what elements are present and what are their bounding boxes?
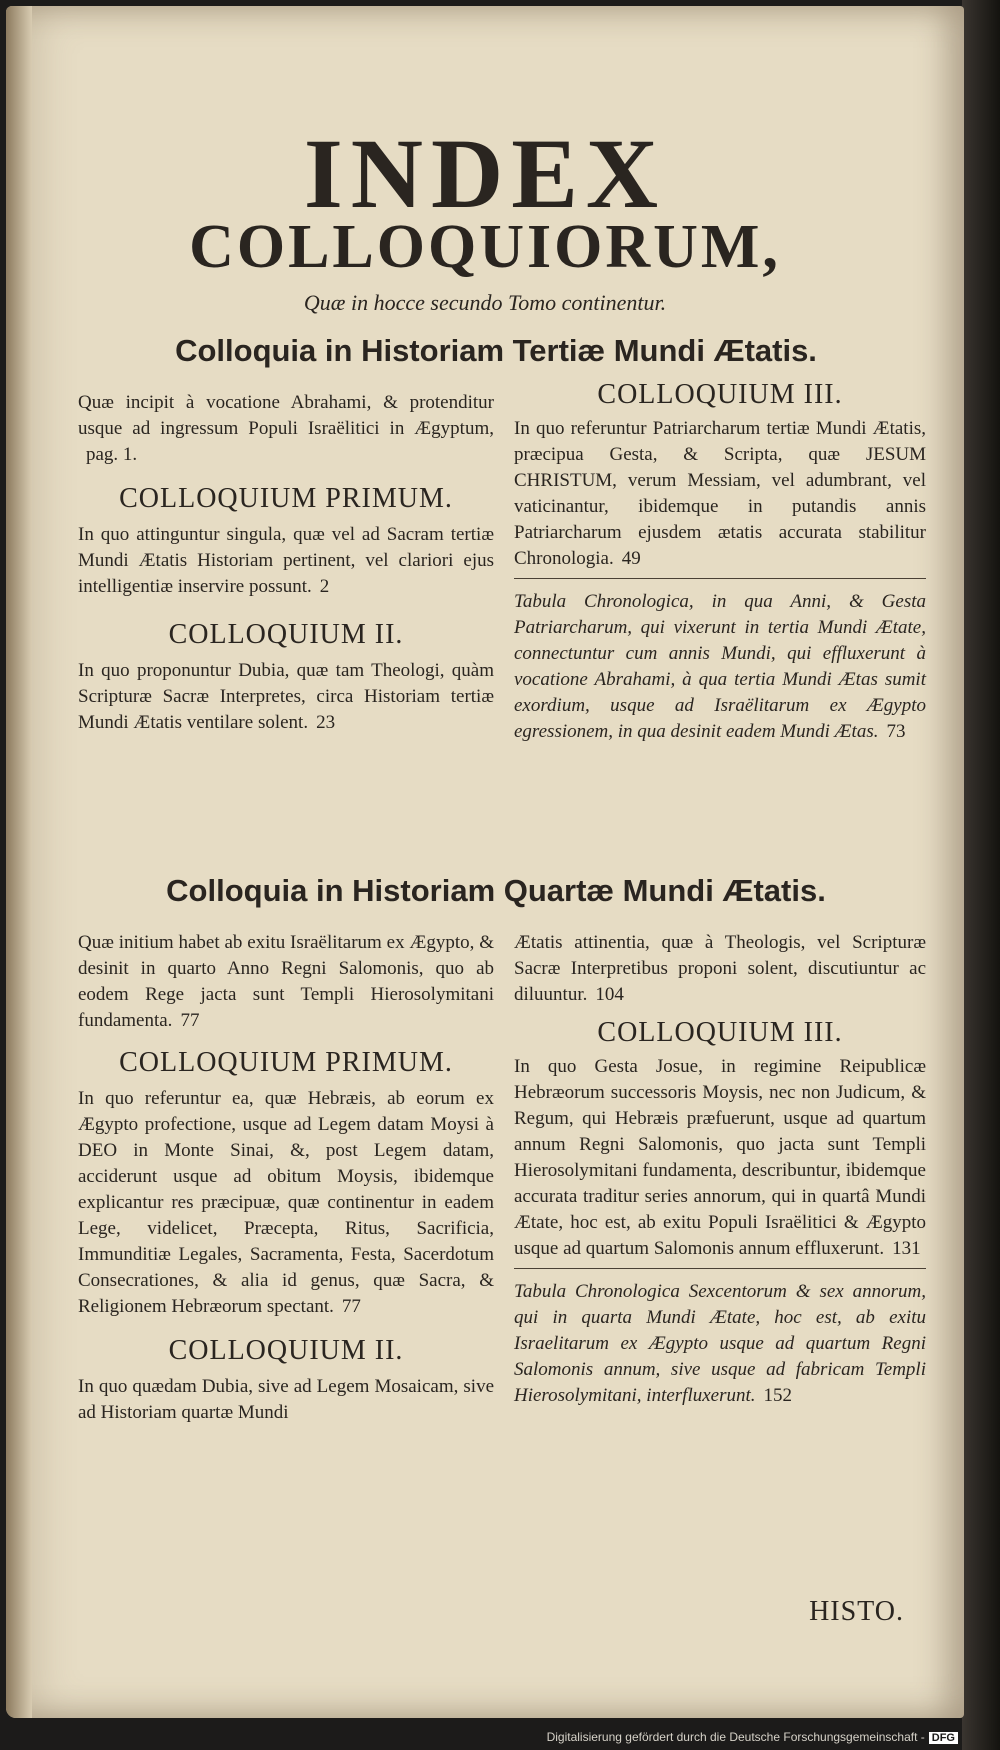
colloquium-heading: COLLOQUIUM III. (597, 379, 843, 410)
title-colloquiorum: COLLOQUIORUM, (189, 213, 781, 281)
page-number: 131 (892, 1238, 921, 1259)
entry-text: In quo referuntur Patriarcharum tertiæ Mundi Ætatis, præcipua Gesta, & Scripta, quæ JESUM CHRISTUM, verum Messiam, vel adumbrant, vel vaticinantur, ibidemque in putandis annis Patriarcharum ejusdem ætatis accurata stabilitur Chronologia. (514, 418, 926, 569)
colloquium-heading: COLLOQUIUM II. (168, 619, 404, 650)
index-entry (78, 658, 494, 736)
index-entry (78, 930, 494, 1034)
colloquium-heading: COLLOQUIUM III. (597, 1017, 843, 1048)
entry-text: In quo referuntur ea, quæ Hebræis, ab eorum ex Ægypto profectione, usque ad Legem datam Moysi à DEO in Monte Sinai, &, post Legem datam, acciderunt usque ad obitum Moysis, ibidemque explicantur res præcipuæ, quæ continentur in eadem Lege, videlicet, Præcepta, Ritus, Sacrificia, Immunditiæ Legales, Sacramenta, Festa, Sacerdotum Consecrationes, & alia id genus, quæ Sacra, & Religionem Hebræorum spectant. (78, 1088, 494, 1317)
book-edge (962, 0, 1000, 1750)
index-entry (78, 390, 494, 468)
dfg-logo: DFG (929, 1732, 958, 1744)
title-index: INDEX (303, 118, 667, 229)
section2-right-column (514, 930, 926, 1409)
page-number: 77 (341, 1296, 361, 1317)
divider (514, 1268, 926, 1269)
entry-text: In quo attinguntur singula, quæ vel ad Sacram tertiæ Mundi Ætatis Historiam pertinent, vel clariori ejus intelligentiæ inservire possunt. (78, 524, 494, 597)
colloquium-heading: COLLOQUIUM PRIMUM. (119, 1047, 453, 1078)
entry-text: Tabula Chronologica Sexcentorum & sex annorum, qui in quarta Mundi Ætate, hoc est, ab exitu Israelitarum ex Ægypto usque ad quartum Regni Salomonis annum, sive usque ad fabricam Templi Hierosolymitani, interfluxerunt. (514, 1281, 926, 1406)
tabula-entry (514, 1279, 926, 1409)
tabula-entry (514, 589, 926, 745)
page-number: 104 (595, 984, 624, 1005)
catchword: HISTO. (809, 1596, 904, 1627)
footer-text: Digitalisierung gefördert durch die Deutsche Forschungsgemeinschaft - (546, 1730, 925, 1744)
entry-text: Quæ initium habet ab exitu Israëlitarum ex Ægypto, & desinit in quarto Anno Regni Salomonis, quo ab eodem Rege jacta sunt Templi Hierosolymitani fundamenta. (78, 932, 494, 1031)
page-number: 49 (621, 548, 641, 569)
digitization-footer (547, 1730, 958, 1744)
colloquium-heading: COLLOQUIUM PRIMUM. (119, 483, 453, 514)
page-number: 73 (886, 721, 906, 742)
entry-text: Tabula Chronologica, in qua Anni, & Gesta Patriarcharum, qui vixerunt in tertia Mundi Ætate, connectuntur cum annis Mundi, qui effluxerunt à vocatione Abrahami, à qua tertia Mundi Ætas sumit exordium, usque ad Israëlitarum ex Ægypto egressionem, in qua desinit eadem Mundi Ætas. (514, 591, 926, 742)
index-entry (514, 1054, 926, 1262)
divider (514, 578, 926, 579)
index-entry (78, 522, 494, 600)
index-entry: In quo quædam Dubia, sive ad Legem Mosaicam, sive ad Historiam quartæ Mundi (78, 1376, 494, 1423)
entry-text: In quo Gesta Josue, in regimine Reipublicæ Hebræorum successoris Moysis, nec non Judicum, & Regum, qui Hebræis præfuerunt, usque ad quartum annum Regni Salomonis, quo jacta sunt Templi Hierosolymitani fundamenta, describuntur, ibidemque accurata traditur series annorum, qui in quartâ Mundi Ætate, hoc est, ab exitu Populi Israëlitici & Ægypto usque ad quartum Salomonis annum effluxerunt. (514, 1056, 926, 1259)
section2-left-column (78, 930, 494, 1426)
index-entry (78, 1086, 494, 1320)
entry-text: Ætatis attinentia, quæ à Theologis, vel Scripturæ Sacræ Interpretibus proponi solent, discutiuntur ac diluuntur. (514, 932, 926, 1005)
index-entry (514, 930, 926, 1008)
book-page (6, 6, 964, 1718)
entry-text: In quo proponuntur Dubia, quæ tam Theologi, quàm Scripturæ Sacræ Interpretes, circa Historiam tertiæ Mundi Ætatis ventilare solent. (78, 660, 494, 733)
page-number: 77 (180, 1010, 200, 1031)
page-number: pag. 1. (86, 444, 138, 465)
page-number: 2 (319, 576, 330, 597)
section-heading-tertia: Colloquia in Historiam Tertiæ Mundi Ætatis. (175, 333, 817, 368)
page-number: 23 (316, 712, 336, 733)
section1-right-column (514, 379, 926, 745)
colloquium-heading: COLLOQUIUM II. (168, 1335, 404, 1366)
page-number: 152 (763, 1385, 793, 1406)
section-heading-quarta: Colloquia in Historiam Quartæ Mundi Ætatis. (166, 873, 826, 908)
index-entry (514, 416, 926, 572)
title-subtitle: Quæ in hocce secundo Tomo continentur. (303, 290, 667, 315)
entry-text: Quæ incipit à vocatione Abrahami, & protenditur usque ad ingressum Populi Israëlitici in Ægyptum, (78, 392, 494, 439)
section1-left-column (78, 390, 494, 736)
